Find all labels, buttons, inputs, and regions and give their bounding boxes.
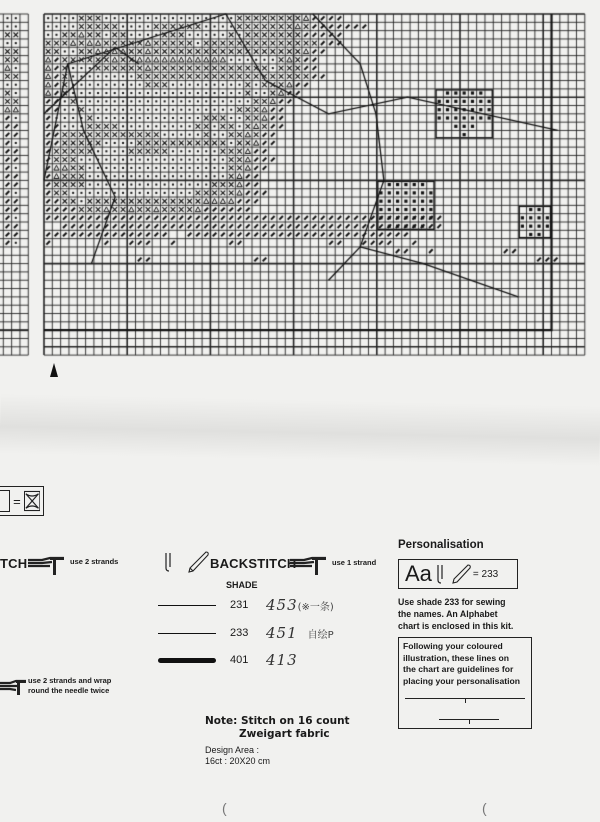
handwritten-shade: 413 [266,651,298,669]
half-square-icon [0,490,10,512]
cross-stitch-strands-note: use 2 strands [70,557,119,566]
shade-header: SHADE [226,580,258,590]
sample-letters: Aa [405,561,432,586]
guide-center-tick [465,698,466,703]
thin-line-swatch [158,605,216,606]
backstitch-title: BACKSTITCH [210,556,297,571]
handwritten-note: (※一条) [297,601,334,613]
guide-line-text: placing your personalisation [403,675,520,686]
shade-row-401 [158,651,298,669]
personalisation-title: Personalisation [398,539,484,551]
personalisation-key-box [398,559,518,589]
thin-line-swatch [158,633,216,634]
handwritten-shade: 453 [266,596,298,614]
guide-text [403,641,527,687]
instruction-line: chart is enclosed in this kit. [398,621,514,631]
french-knot-note-line2: round the needle twice [28,686,110,695]
shade-row-233 [158,624,334,642]
design-area-value: 16ct : 20X20 cm [205,756,271,766]
equals-shade: = 233 [472,568,499,580]
handwritten-shade: 451 [266,624,298,642]
full-cross-symbol-icon [24,490,40,512]
paper-fold-shadow [0,394,600,467]
french-knot-needle-icon [0,678,30,698]
cross-stitch-title: TCH [0,556,28,571]
personalisation-instructions [398,596,533,632]
two-strand-needle-icon [28,555,68,577]
backstitch-strands-note: use 1 strand [332,558,377,567]
guide-line-text: illustration, these lines on [403,652,510,663]
note-line1: Note: Stitch on 16 count [205,715,350,727]
paper-mark: ( [222,800,227,816]
needle-eye-icon [435,564,445,584]
full-cross-key [0,486,44,516]
personalisation-guide-box [398,637,532,729]
shade-number: 401 [230,654,249,666]
handwritten-note: 自绘P [307,629,334,641]
shade-number: 231 [230,599,249,611]
instruction-line: the names. An Alphabet [398,609,498,619]
thick-line-swatch [158,658,216,663]
guide-center-tick [469,719,470,724]
one-strand-needle-icon [290,555,330,577]
french-knot-note-line1: use 2 strands and wrap [28,676,112,685]
note-line2: Zweigart fabric [239,728,330,740]
paper-mark: ( [482,800,487,816]
shade-number: 233 [230,627,249,639]
cross-stitch-chart-grid [0,0,600,370]
pencil-icon [451,563,471,585]
french-knot-note [28,676,111,696]
fabric-note [205,715,350,741]
shade-row-231 [158,596,334,614]
guide-line-text: Following your coloured [403,641,503,651]
instruction-line: Use shade 233 for sewing [398,597,506,607]
design-area [205,745,270,767]
guide-line-text: the chart are guidelines for [403,664,514,674]
center-arrow-marker [50,363,58,377]
design-area-label: Design Area : [205,745,260,755]
pencil-icon [186,550,210,574]
key-equals: = [13,493,21,509]
needle-eye-icon [163,552,173,572]
